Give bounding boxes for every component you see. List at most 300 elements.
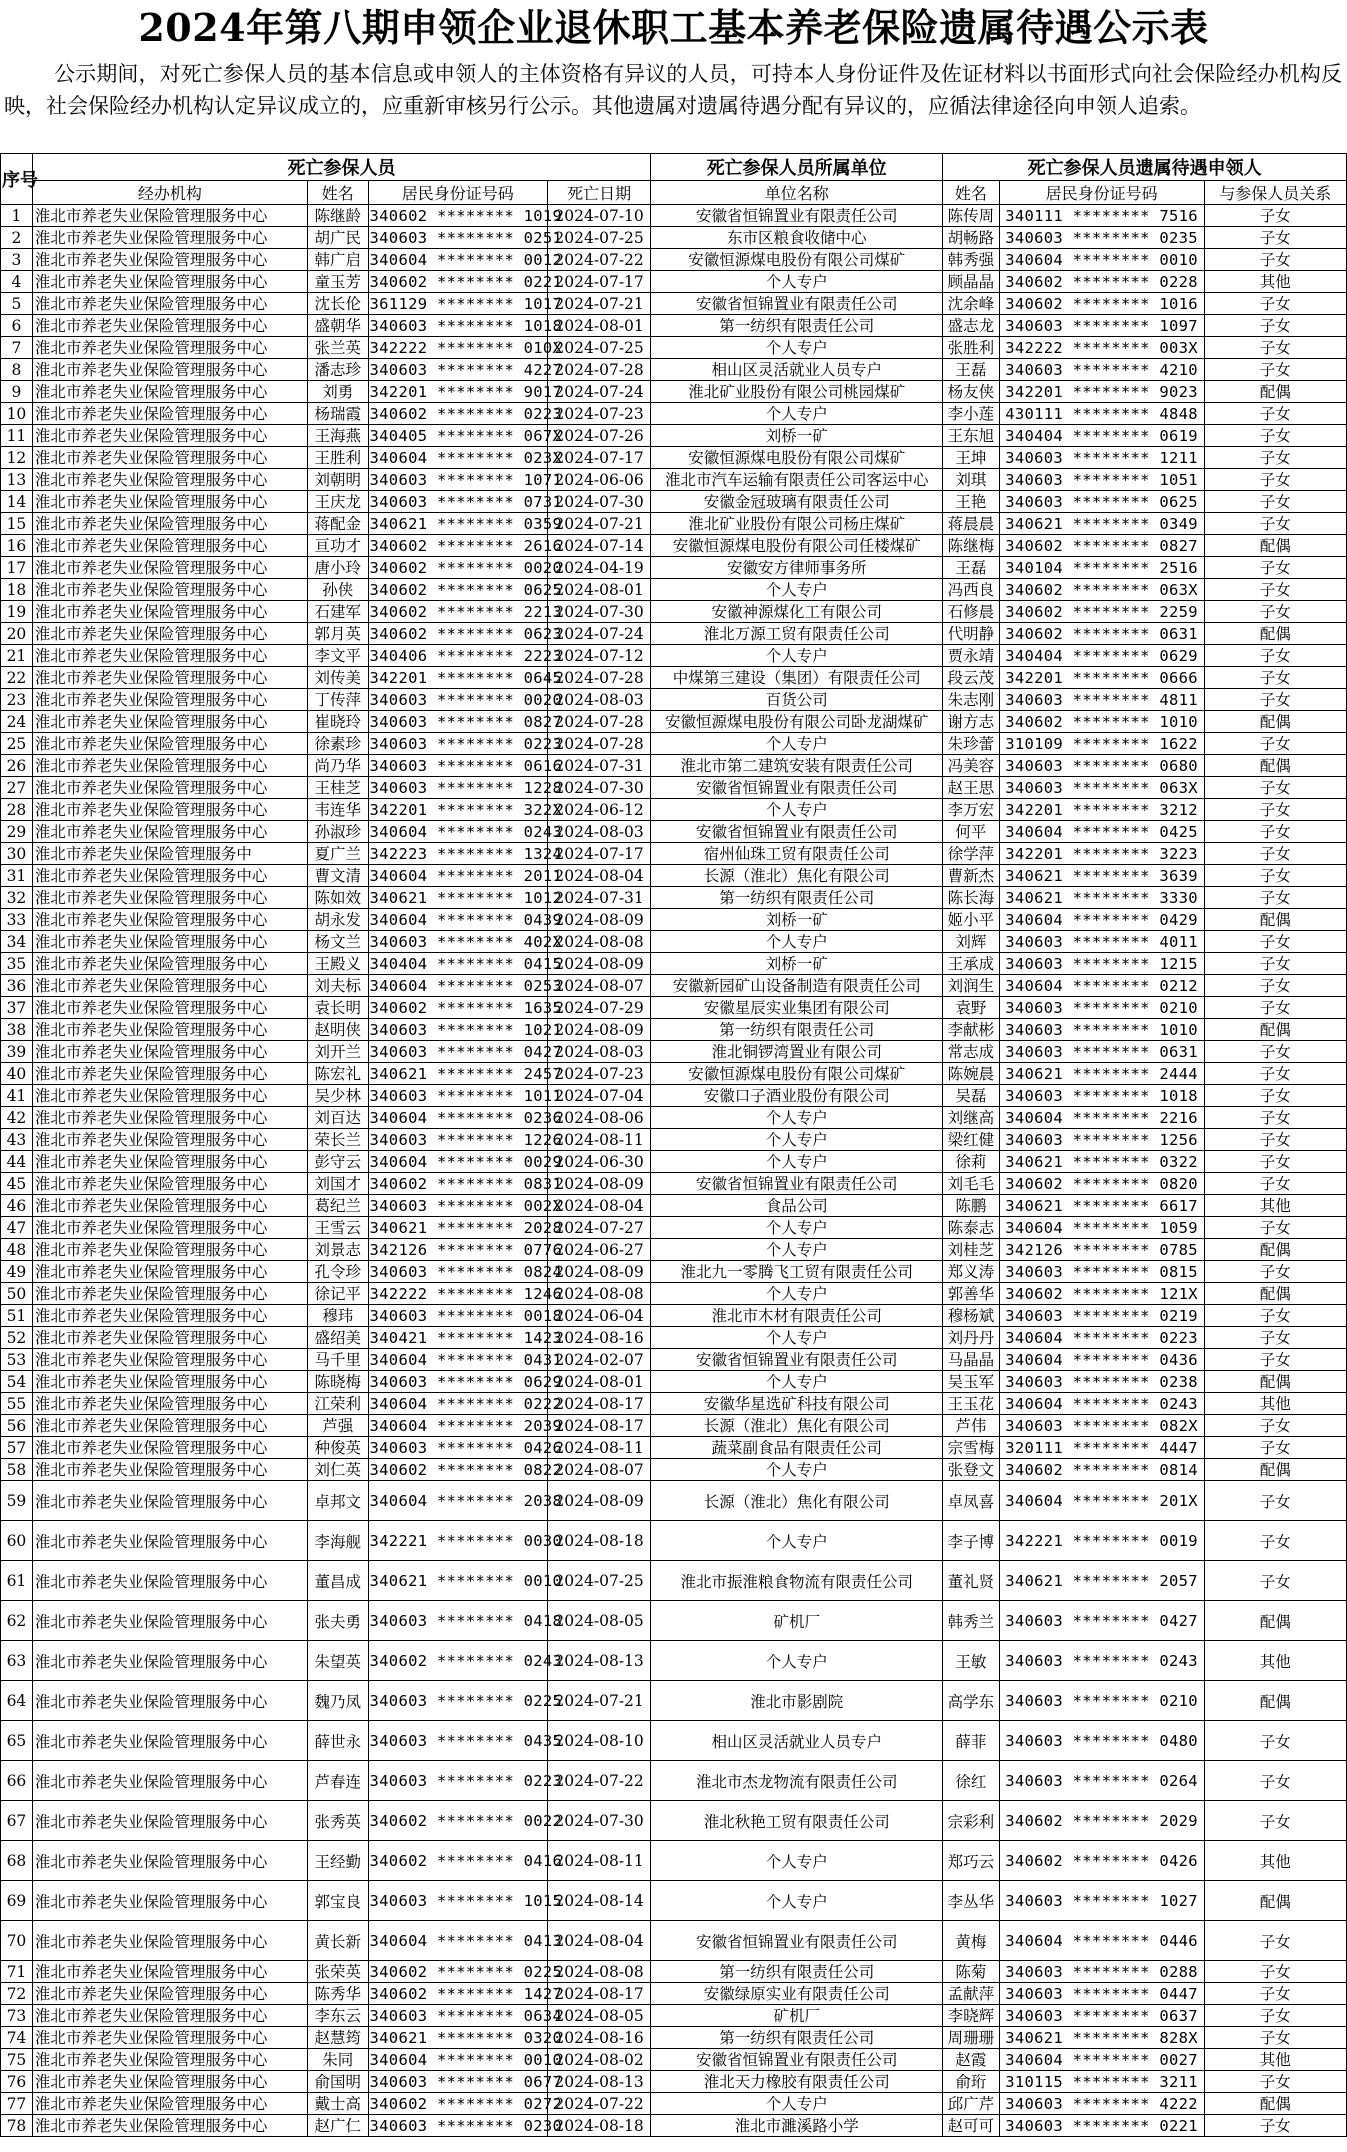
cell-unit-name: 长源（淮北）焦化有限公司: [651, 1481, 943, 1521]
cell-relation: 子女: [1204, 1801, 1346, 1841]
notice-text: 公示期间，对死亡参保人员的基本信息或申领人的主体资格有异议的人员，可持本人身份证件及佐证材料以书面形式向社会保险经办机构反映，社会保险经办机构认定异议成立的，应重新审核另行公示。其他遗属对遗属待遇分配有异议的，应循法律途径向申领人追索。: [4, 62, 1342, 118]
header-death-date: 死亡日期: [548, 181, 651, 205]
cell-claimant-name: 郑巧云: [943, 1841, 999, 1881]
cell-unit-name: 刘桥一矿: [651, 953, 943, 975]
cell-relation: 子女: [1204, 1063, 1346, 1085]
cell-id: 340602 ******** 0022: [368, 1801, 548, 1841]
cell-seq: 70: [1, 1921, 33, 1961]
cell-claimant-name: 王玉花: [943, 1393, 999, 1415]
cell-death-date: 2024-07-27: [548, 1217, 651, 1239]
cell-agency: 淮北市养老失业保险管理服务中心: [32, 1371, 307, 1393]
cell-agency: 淮北市养老失业保险管理服务中心: [32, 777, 307, 799]
table-row: [1, 1921, 1347, 1961]
table-row: [1, 1841, 1347, 1881]
cell-id: 342201 ******** 322X: [369, 800, 563, 819]
cell-claimant-id: 340602 ******** 0820: [999, 1173, 1204, 1195]
cell-seq: 34: [1, 931, 33, 953]
cell-name: 赵明侠: [308, 1019, 369, 1041]
cell-claimant-name: 刘辉: [943, 931, 999, 953]
cell-claimant-id: 310115 ******** 3211: [999, 2071, 1204, 2093]
cell-name: 唐小玲: [308, 557, 369, 579]
cell-seq: 3: [1, 249, 33, 271]
cell-claimant-name: 郭善华: [943, 1283, 999, 1305]
cell-claimant-id: 340603 ******** 4811: [999, 689, 1204, 711]
cell-id: 340602 ******** 1019: [369, 206, 563, 225]
table-row: [1, 315, 1347, 337]
cell-agency: 淮北市养老失业保险管理服务中心: [32, 1217, 307, 1239]
cell-agency: 淮北市养老失业保险管理服务中心: [32, 1063, 307, 1085]
cell-death-date: 2024-08-07: [548, 975, 651, 997]
cell-unit-name: 个人专户: [651, 271, 943, 293]
cell-unit-name: 安徽省恒锦置业有限责任公司: [651, 1921, 943, 1961]
cell-claimant-id: 340621 ******** 3330: [999, 887, 1204, 909]
cell-claimant-id: 340602 ******** 0426: [999, 1841, 1204, 1881]
cell-id: 340406 ******** 2223: [369, 646, 563, 665]
cell-agency: 淮北市养老失业保险管理服务中心: [32, 1327, 307, 1349]
cell-claimant-name: 李丛华: [943, 1881, 999, 1921]
cell-agency: 淮北市养老失业保险管理服务中心: [32, 425, 307, 447]
cell-unit-name: 淮北市木材有限责任公司: [651, 1305, 943, 1327]
cell-claimant-name: 徐学萍: [943, 843, 999, 865]
cell-claimant-id: 340602 ******** 0631: [999, 623, 1204, 645]
cell-death-date: 2024-08-03: [548, 821, 651, 843]
cell-seq: 38: [1, 1019, 33, 1041]
cell-claimant-id: 340603 ******** 0625: [999, 491, 1204, 513]
cell-claimant-name: 吴玉军: [943, 1371, 999, 1393]
cell-name: 徐素珍: [308, 733, 369, 755]
cell-relation: 子女: [1204, 1961, 1346, 1983]
cell-unit-name: 个人专户: [651, 931, 943, 953]
cell-name: 刘景志: [308, 1239, 369, 1261]
cell-name: 盛朝华: [308, 315, 369, 337]
cell-seq: 9: [1, 381, 33, 403]
table-row: [1, 1349, 1347, 1371]
cell-seq: 36: [1, 975, 33, 997]
cell-death-date: 2024-08-09: [548, 1173, 651, 1195]
cell-seq: 25: [1, 733, 33, 755]
table-row: [1, 1437, 1347, 1459]
cell-relation: 子女: [1204, 953, 1346, 975]
cell-id: 340603 ******** 0426: [369, 1438, 563, 1457]
cell-relation: 配偶: [1204, 381, 1346, 403]
table-row: [1, 1019, 1347, 1041]
cell-agency: 淮北市养老失业保险管理服务中心: [32, 293, 307, 315]
cell-claimant-name: 董礼贤: [943, 1561, 999, 1601]
cell-claimant-id: 340604 ******** 0436: [999, 1349, 1204, 1371]
cell-id: 340602 ******** 0223: [369, 404, 563, 423]
cell-unit-name: 个人专户: [651, 1641, 943, 1681]
cell-death-date: 2024-08-01: [548, 1371, 651, 1393]
cell-id: 340602 ******** 2213: [369, 602, 563, 621]
cell-seq: 53: [1, 1349, 33, 1371]
cell-claimant-name: 王敏: [943, 1641, 999, 1681]
cell-claimant-id: 340603 ******** 1097: [999, 315, 1204, 337]
cell-claimant-id: 340602 ******** 0814: [999, 1459, 1204, 1481]
cell-seq: 29: [1, 821, 33, 843]
cell-death-date: 2024-08-18: [548, 2115, 651, 2137]
cell-relation: 子女: [1204, 293, 1346, 315]
table-row: [1, 513, 1347, 535]
cell-relation: 子女: [1204, 1173, 1346, 1195]
cell-claimant-id: 340104 ******** 2516: [999, 557, 1204, 579]
cell-claimant-id: 340602 ******** 2029: [999, 1801, 1204, 1841]
cell-agency: 淮北市养老失业保险管理服务中心: [32, 909, 307, 931]
cell-relation: 子女: [1204, 2115, 1346, 2137]
cell-relation: 子女: [1204, 579, 1346, 601]
cell-claimant-id: 340603 ******** 0288: [999, 1961, 1204, 1983]
table-row: [1, 1129, 1347, 1151]
cell-death-date: 2024-08-04: [548, 1921, 651, 1961]
cell-name: 戴士高: [308, 2093, 369, 2115]
cell-id: 340604 ******** 0243: [369, 822, 563, 841]
cell-claimant-id: 340604 ******** 0446: [999, 1921, 1204, 1961]
cell-unit-name: 淮北市振淮粮食物流有限责任公司: [651, 1561, 943, 1601]
cell-id: 340621 ******** 1012: [369, 888, 563, 907]
cell-relation: 子女: [1204, 337, 1346, 359]
cell-id: 340621 ******** 2457: [369, 1064, 563, 1083]
table-row: [1, 931, 1347, 953]
cell-death-date: 2024-07-28: [548, 359, 651, 381]
cell-name: 刘勇: [308, 381, 369, 403]
cell-seq: 40: [1, 1063, 33, 1085]
cell-seq: 2: [1, 227, 33, 249]
header-unit-name: 单位名称: [651, 181, 943, 205]
cell-claimant-id: 340603 ******** 0680: [999, 755, 1204, 777]
cell-agency: 淮北市养老失业保险管理服务中心: [32, 1173, 307, 1195]
cell-claimant-id: 340603 ******** 063X: [999, 777, 1204, 799]
cell-claimant-name: 刘继高: [943, 1107, 999, 1129]
cell-seq: 5: [1, 293, 33, 315]
cell-agency: 淮北市养老失业保险管理服务中心: [32, 1261, 307, 1283]
cell-name: 魏乃凤: [308, 1681, 369, 1721]
cell-claimant-id: 340603 ******** 0210: [999, 1681, 1204, 1721]
cell-name: 王殿义: [308, 953, 369, 975]
cell-id: 340602 ******** 1635: [369, 998, 563, 1017]
cell-seq: 55: [1, 1393, 33, 1415]
cell-id: 340405 ******** 067X: [369, 426, 563, 445]
cell-id: 340603 ******** 0435: [368, 1721, 548, 1761]
cell-id: 342201 ******** 9017: [369, 382, 563, 401]
cell-claimant-name: 李献彬: [943, 1019, 999, 1041]
cell-name: 童玉芳: [308, 271, 369, 293]
cell-claimant-id: 340604 ******** 0212: [999, 975, 1204, 997]
cell-death-date: 2024-07-04: [548, 1085, 651, 1107]
cell-name: 李海舰: [308, 1521, 369, 1561]
header-name: 姓名: [308, 181, 369, 205]
cell-id: 342222 ******** 010X: [369, 338, 563, 357]
cell-death-date: 2024-07-31: [548, 755, 651, 777]
cell-death-date: 2024-07-28: [548, 667, 651, 689]
cell-claimant-name: 刘桂芝: [943, 1239, 999, 1261]
cell-name: 薛世永: [308, 1721, 369, 1761]
header-relation: 与参保人员关系: [1204, 181, 1346, 205]
table-row: [1, 1681, 1347, 1721]
cell-seq: 43: [1, 1129, 33, 1151]
table-row: [1, 381, 1347, 403]
cell-death-date: 2024-08-16: [548, 2027, 651, 2049]
table-row: [1, 799, 1347, 821]
cell-death-date: 2024-07-30: [548, 1801, 651, 1841]
cell-relation: 配偶: [1204, 1371, 1346, 1393]
cell-claimant-id: 340603 ******** 1256: [999, 1129, 1204, 1151]
cell-unit-name: 安徽金冠玻璃有限责任公司: [651, 491, 943, 513]
cell-relation: 子女: [1204, 2071, 1346, 2093]
cell-death-date: 2024-06-06: [548, 469, 651, 491]
cell-unit-name: 安徽省恒锦置业有限责任公司: [651, 205, 943, 227]
header-claimant-group: 死亡参保人员遗属待遇申领人: [943, 154, 1347, 181]
cell-death-date: 2024-07-30: [548, 777, 651, 799]
cell-agency: 淮北市养老失业保险管理服务中心: [32, 997, 307, 1019]
table-row: [1, 1371, 1347, 1393]
cell-claimant-id: 342201 ******** 0666: [999, 667, 1204, 689]
cell-claimant-id: 340602 ******** 0827: [999, 535, 1204, 557]
cell-claimant-id: 340603 ******** 0815: [999, 1261, 1204, 1283]
cell-unit-name: 刘桥一矿: [651, 909, 943, 931]
cell-seq: 7: [1, 337, 33, 359]
cell-claimant-id: 340604 ******** 2216: [999, 1107, 1204, 1129]
cell-agency: 淮北市养老失业保险管理服务中心: [32, 1641, 307, 1681]
cell-seq: 75: [1, 2049, 33, 2071]
cell-id: 340604 ******** 0010: [369, 2050, 563, 2069]
cell-id: 340604 ******** 0029: [369, 1152, 563, 1171]
cell-name: 彭守云: [308, 1151, 369, 1173]
cell-seq: 65: [1, 1721, 33, 1761]
cell-id: 342223 ******** 1324: [369, 844, 563, 863]
cell-unit-name: 安徽星辰实业集团有限公司: [651, 997, 943, 1019]
cell-name: 韦连华: [308, 799, 369, 821]
cell-agency: 淮北市养老失业保险管理服务中心: [32, 623, 307, 645]
cell-id: 342221 ******** 0030: [368, 1521, 548, 1561]
cell-name: 刘夫标: [308, 975, 369, 997]
cell-seq: 35: [1, 953, 33, 975]
cell-name: 王雪云: [308, 1217, 369, 1239]
cell-name: 王胜利: [308, 447, 369, 469]
cell-death-date: 2024-08-07: [548, 1459, 651, 1481]
table-row: [1, 1151, 1347, 1173]
cell-death-date: 2024-02-07: [548, 1349, 651, 1371]
cell-claimant-id: 340603 ******** 0235: [999, 227, 1204, 249]
cell-claimant-id: 430111 ******** 4848: [999, 403, 1204, 425]
cell-claimant-id: 340603 ******** 0238: [999, 1371, 1204, 1393]
cell-claimant-name: 高学东: [943, 1681, 999, 1721]
table-row: [1, 601, 1347, 623]
cell-claimant-name: 韩秀强: [943, 249, 999, 271]
cell-relation: 子女: [1204, 997, 1346, 1019]
cell-unit-name: 第一纺织有限责任公司: [651, 887, 943, 909]
cell-claimant-name: 杨友侠: [943, 381, 999, 403]
cell-claimant-name: 朱珍蕾: [943, 733, 999, 755]
cell-seq: 73: [1, 2005, 33, 2027]
cell-unit-name: 个人专户: [651, 1129, 943, 1151]
table-row: [1, 293, 1347, 315]
cell-id: 340602 ******** 0272: [369, 2094, 563, 2113]
cell-relation: 子女: [1204, 1437, 1346, 1459]
cell-unit-name: 个人专户: [651, 799, 943, 821]
cell-relation: 子女: [1204, 1983, 1346, 2005]
cell-death-date: 2024-07-10: [548, 205, 651, 227]
table-row: [1, 2005, 1347, 2027]
cell-seq: 59: [1, 1481, 33, 1521]
cell-claimant-name: 曹新杰: [943, 865, 999, 887]
cell-seq: 11: [1, 425, 33, 447]
cell-name: 王海燕: [308, 425, 369, 447]
cell-claimant-id: 340603 ******** 0264: [999, 1761, 1204, 1801]
cell-death-date: 2024-08-01: [548, 579, 651, 601]
cell-death-date: 2024-07-28: [548, 733, 651, 755]
cell-death-date: 2024-08-04: [548, 865, 651, 887]
table-row: [1, 953, 1347, 975]
cell-name: 荣长兰: [308, 1129, 369, 1151]
cell-death-date: 2024-08-14: [548, 1881, 651, 1921]
cell-id: 340621 ******** 0010: [368, 1561, 548, 1601]
cell-agency: 淮北市养老失业保险管理服务中心: [32, 1349, 307, 1371]
cell-claimant-id: 340604 ******** 0027: [999, 2049, 1204, 2071]
cell-name: 朱同: [308, 2049, 369, 2071]
cell-relation: 配偶: [1204, 1681, 1346, 1721]
table-row: [1, 777, 1347, 799]
cell-claimant-id: 340603 ******** 4210: [999, 359, 1204, 381]
cell-death-date: 2024-07-24: [548, 381, 651, 403]
table-row: [1, 1983, 1347, 2005]
cell-death-date: 2024-07-22: [548, 1761, 651, 1801]
table-row: [1, 623, 1347, 645]
cell-name: 潘志珍: [308, 359, 369, 381]
cell-agency: 淮北市养老失业保险管理服务中心: [32, 1305, 307, 1327]
cell-agency: 淮北市养老失业保险管理服务中心: [32, 1481, 307, 1521]
cell-id: 340604 ******** 0413: [368, 1921, 548, 1961]
cell-seq: 16: [1, 535, 33, 557]
cell-claimant-id: 340603 ******** 1027: [999, 1881, 1204, 1921]
cell-claimant-name: 盛志龙: [943, 315, 999, 337]
cell-relation: 子女: [1204, 557, 1346, 579]
cell-claimant-name: 赵可可: [943, 2115, 999, 2137]
cell-unit-name: 安徽恒源煤电股份有限公司煤矿: [651, 249, 943, 271]
cell-unit-name: 淮北市汽车运输有限责任公司客运中心: [651, 469, 943, 491]
cell-agency: 淮北市养老失业保险管理服务中心: [32, 315, 307, 337]
cell-relation: 其他: [1204, 1195, 1346, 1217]
cell-claimant-name: 代明静: [943, 623, 999, 645]
cell-claimant-id: 340603 ******** 4222: [999, 2093, 1204, 2115]
cell-death-date: 2024-07-17: [548, 843, 651, 865]
cell-agency: 淮北市养老失业保险管理服务中心: [32, 755, 307, 777]
cell-claimant-id: 340603 ******** 1018: [999, 1085, 1204, 1107]
cell-claimant-name: 宗彩利: [943, 1801, 999, 1841]
table-row: [1, 447, 1347, 469]
table-row: [1, 425, 1347, 447]
table-row: [1, 579, 1347, 601]
cell-name: 刘国才: [308, 1173, 369, 1195]
cell-name: 马千里: [308, 1349, 369, 1371]
cell-name: 郭宝良: [308, 1881, 369, 1921]
cell-id: 340602 ******** 0831: [369, 1174, 563, 1193]
table-row: [1, 1239, 1347, 1261]
cell-unit-name: 个人专户: [651, 645, 943, 667]
cell-id: 340603 ******** 0223: [368, 1761, 548, 1801]
cell-claimant-id: 340621 ******** 828X: [999, 2027, 1204, 2049]
cell-relation: 子女: [1204, 1041, 1346, 1063]
cell-agency: 淮北市养老失业保险管理服务中心: [32, 535, 307, 557]
cell-agency: 淮北市养老失业保险管理服务中心: [32, 271, 307, 293]
cell-relation: 子女: [1204, 777, 1346, 799]
cell-claimant-id: 342201 ******** 9023: [999, 381, 1204, 403]
cell-seq: 72: [1, 1983, 33, 2005]
cell-unit-name: 宿州仙珠工贸有限责任公司: [651, 843, 943, 865]
cell-claimant-name: 段云茂: [943, 667, 999, 689]
table-row: [1, 1173, 1347, 1195]
cell-name: 刘朝明: [308, 469, 369, 491]
cell-relation: 配偶: [1204, 909, 1346, 931]
cell-death-date: 2024-08-01: [548, 315, 651, 337]
cell-name: 陈如效: [308, 887, 369, 909]
cell-seq: 22: [1, 667, 33, 689]
cell-unit-name: 相山区灵活就业人员专户: [651, 359, 943, 381]
cell-claimant-id: 340602 ******** 063X: [999, 579, 1204, 601]
cell-seq: 21: [1, 645, 33, 667]
cell-unit-name: 矿机厂: [651, 1601, 943, 1641]
cell-agency: 淮北市养老失业保险管理服务中心: [32, 2115, 307, 2137]
cell-death-date: 2024-07-17: [548, 447, 651, 469]
cell-seq: 51: [1, 1305, 33, 1327]
cell-unit-name: 安徽新园矿山设备制造有限责任公司: [651, 975, 943, 997]
table-row: [1, 711, 1347, 733]
cell-seq: 39: [1, 1041, 33, 1063]
cell-claimant-name: 赵霞: [943, 2049, 999, 2071]
cell-unit-name: 个人专户: [651, 1841, 943, 1881]
cell-unit-name: 个人专户: [651, 1521, 943, 1561]
cell-name: 陈秀华: [308, 1983, 369, 2005]
cell-relation: 子女: [1204, 1521, 1346, 1561]
cell-name: 穆玮: [308, 1305, 369, 1327]
cell-death-date: 2024-07-23: [548, 403, 651, 425]
cell-name: 孙侠: [308, 579, 369, 601]
cell-seq: 28: [1, 799, 33, 821]
cell-claimant-name: 周珊珊: [943, 2027, 999, 2049]
cell-agency: 淮北市养老失业保险管理服务中心: [32, 1437, 307, 1459]
cell-agency: 淮北市养老失业保险管理服务中心: [32, 1961, 307, 1983]
cell-agency: 淮北市养老失业保险管理服务中心: [32, 403, 307, 425]
cell-claimant-name: 王艳: [943, 491, 999, 513]
cell-claimant-name: 陈传周: [943, 205, 999, 227]
cell-claimant-id: 340603 ******** 0447: [999, 1983, 1204, 2005]
cell-claimant-id: 342201 ******** 3223: [999, 843, 1204, 865]
cell-relation: 子女: [1204, 1085, 1346, 1107]
cell-claimant-id: 340621 ******** 2057: [999, 1561, 1204, 1601]
cell-name: 赵广仁: [308, 2115, 369, 2137]
cell-death-date: 2024-08-13: [548, 2071, 651, 2093]
cell-agency: 淮北市养老失业保险管理服务中心: [32, 513, 307, 535]
cell-unit-name: 第一纺织有限责任公司: [651, 2027, 943, 2049]
cell-agency: 淮北市养老失业保险管理服务中心: [32, 227, 307, 249]
cell-id: 340603 ******** 0018: [369, 1306, 563, 1325]
cell-death-date: 2024-08-11: [548, 1841, 651, 1881]
cell-death-date: 2024-04-19: [548, 557, 651, 579]
cell-seq: 77: [1, 2093, 33, 2115]
cell-death-date: 2024-07-30: [548, 491, 651, 513]
cell-claimant-name: 黄梅: [943, 1921, 999, 1961]
table-row: [1, 1881, 1347, 1921]
cell-seq: 67: [1, 1801, 33, 1841]
cell-seq: 62: [1, 1601, 33, 1641]
cell-claimant-name: 卓凤喜: [943, 1481, 999, 1521]
cell-id: 342126 ******** 0776: [369, 1240, 563, 1259]
cell-relation: 子女: [1204, 645, 1346, 667]
cell-relation: 子女: [1204, 1349, 1346, 1371]
cell-name: 陈晓梅: [308, 1371, 369, 1393]
cell-relation: 配偶: [1204, 1601, 1346, 1641]
cell-unit-name: 第一纺织有限责任公司: [651, 1961, 943, 1983]
cell-seq: 69: [1, 1881, 33, 1921]
cell-relation: 子女: [1204, 975, 1346, 997]
